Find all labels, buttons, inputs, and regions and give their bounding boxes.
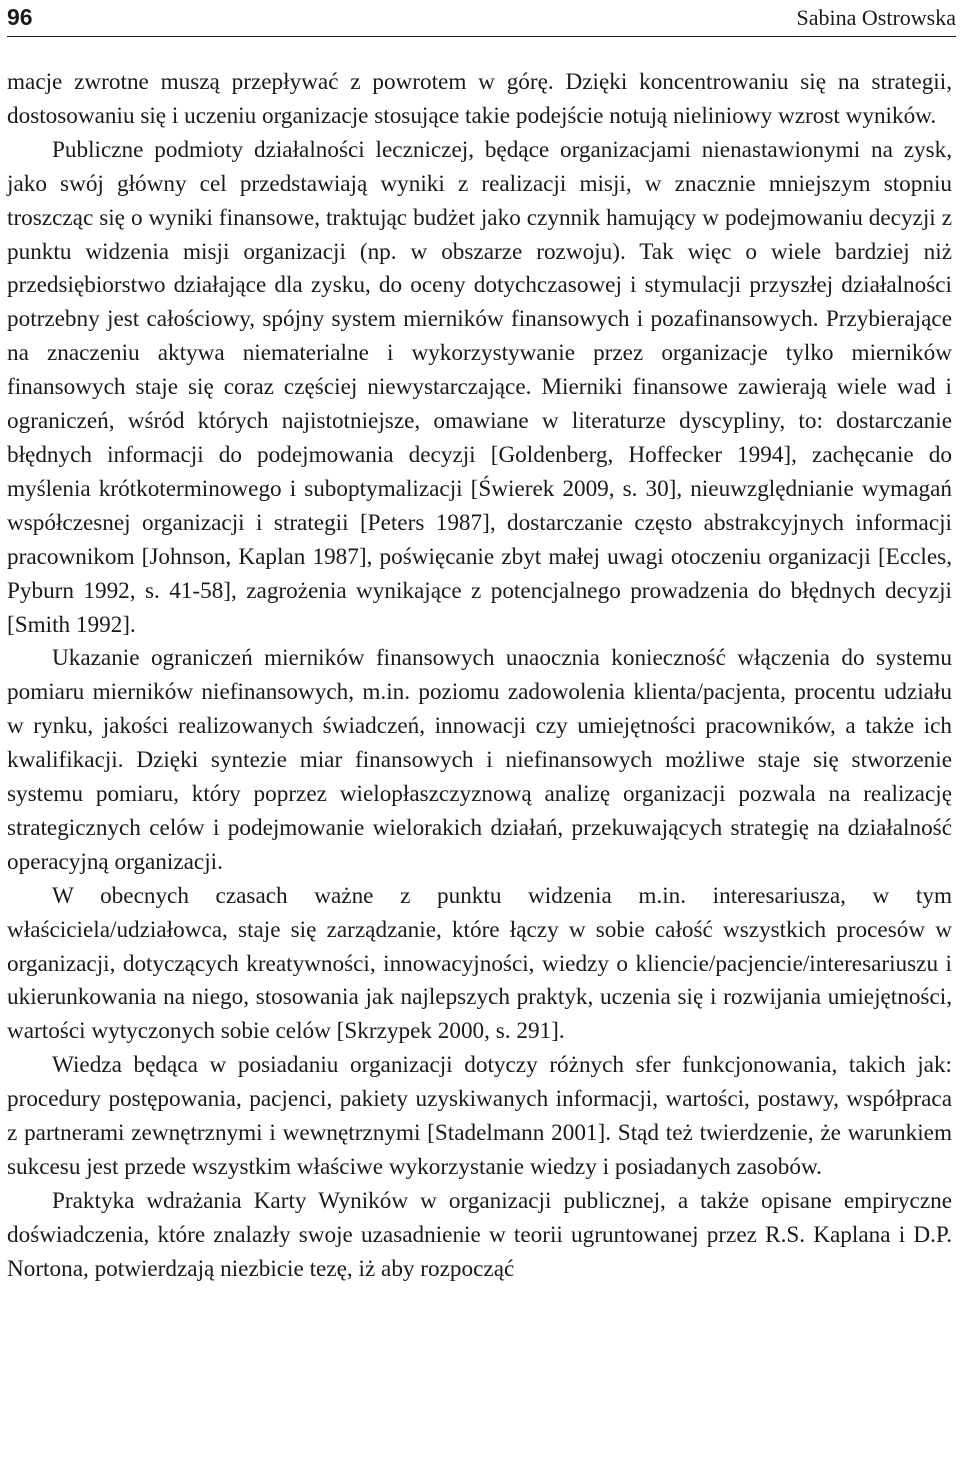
paragraph: Ukazanie ograniczeń mierników finansowych unaocznia konieczność włączenia do systemu pomiaru mierników niefinansowych, m.in. poziomu zadowolenia klienta/pacjenta, procentu udziału w rynku, jakości realizowanych świadczeń, innowacji czy umiejętności pracowników, a także ich kwalifikacji. Dzięki syntezie miar finansowych i niefinansowych możliwe staje się stworzenie systemu pomiaru, który poprzez wielopłaszczyznową analizę organizacji pozwala na realizację strategicznych celów i podejmowanie wielorakich działań, przekuwających strategię na działalność operacyjną organizacji.	[7, 645, 952, 875]
paragraph: Praktyka wdrażania Karty Wyników w organizacji publicznej, a także opisane empiryczne doświadczenia, które znalazły swoje uzasadnienie w teorii ugruntowanej przez R.S. Kaplana i D.P. Nortona, potwierdzają niezbicie tezę, iż aby rozpocząć	[7, 1187, 952, 1282]
paragraph: Wiedza będąca w posiadaniu organizacji dotyczy różnych sfer funkcjonowania, takich jak: procedury postępowania, pacjenci, pakiety uzyskiwanych informacji, wartości, postawy, współpraca z partnerami zewnętrznymi i wewnętrznymi [Stadelmann 2001]. Stąd też twierdzenie, że warunkiem sukcesu jest przede wszystkim właściwe wykorzystanie wiedzy i posiadanych zasobów.	[7, 1052, 952, 1180]
paragraph: macje zwrotne muszą przepływać z powrotem w górę. Dzięki koncentrowaniu się na strategii, dostosowaniu się i uczeniu organizacje stosujące takie podejście notują nieliniowy wzrost wyników.	[7, 69, 952, 129]
paragraph: W obecnych czasach ważne z punktu widzenia m.in. interesariusza, w tym właściciela/udziałowca, staje się zarządzanie, które łączy w sobie całość wszystkich procesów w organizacji, dotyczących kreatywności, innowacyjności, wiedzy o kliencie/pacjencie/interesariuszu i ukierunkowania na niego, stosowania jak najlepszych praktyk, uczenia się i rozwijania umiejętności, wartości wytyczonych sobie celów [Skrzypek 2000, s. 291].	[7, 882, 952, 1045]
page-number: 96	[7, 4, 33, 30]
running-header	[7, 0, 956, 37]
paragraph: Publiczne podmioty działalności leczniczej, będące organizacjami nienastawionymi na zysk, jako swój główny cel przedstawiają wyniki z realizacji misji, w znacznie mniejszym stopniu troszcząc się o wyniki finansowe, traktując budżet jako czynnik hamujący w podejmowaniu decyzji z punktu widzenia misji organizacji (np. w obszarze rozwoju). Tak więc o wiele bardziej niż przedsiębiorstwo działające dla zysku, do oceny dotychczasowej i stymulacji przyszłej działalności potrzebny jest całościowy, spójny system mierników finansowych i pozafinansowych. Przybierające na znaczeniu aktywa niematerialne i wykorzystywanie przez organizacje tylko mierników finansowych staje się coraz częściej niewystarczające. Mierniki finansowe zawierają wiele wad i ograniczeń, wśród których najistotniejsze, omawiane w literaturze dyscypliny, to: dostarczanie błędnych informacji do podejmowania decyzji [Goldenberg, Hoffecker 1994], zachęcanie do myślenia krótkoterminowego i suboptymalizacji [Świerek 2009, s. 30], nieuwzględnianie wymagań współczesnej organizacji i strategii [Peters 1987], dostarczanie często abstrakcyjnych informacji pracownikom [Johnson, Kaplan 1987], poświęcanie zbyt małej uwagi otoczeniu organizacji [Eccles, Pyburn 1992, s. 41-58], zagrożenia wynikające z potencjalnego prowadzenia do błędnych decyzji [Smith 1992].	[7, 136, 952, 638]
body-text	[7, 66, 952, 1287]
author-name: Sabina Ostrowska	[796, 5, 956, 30]
